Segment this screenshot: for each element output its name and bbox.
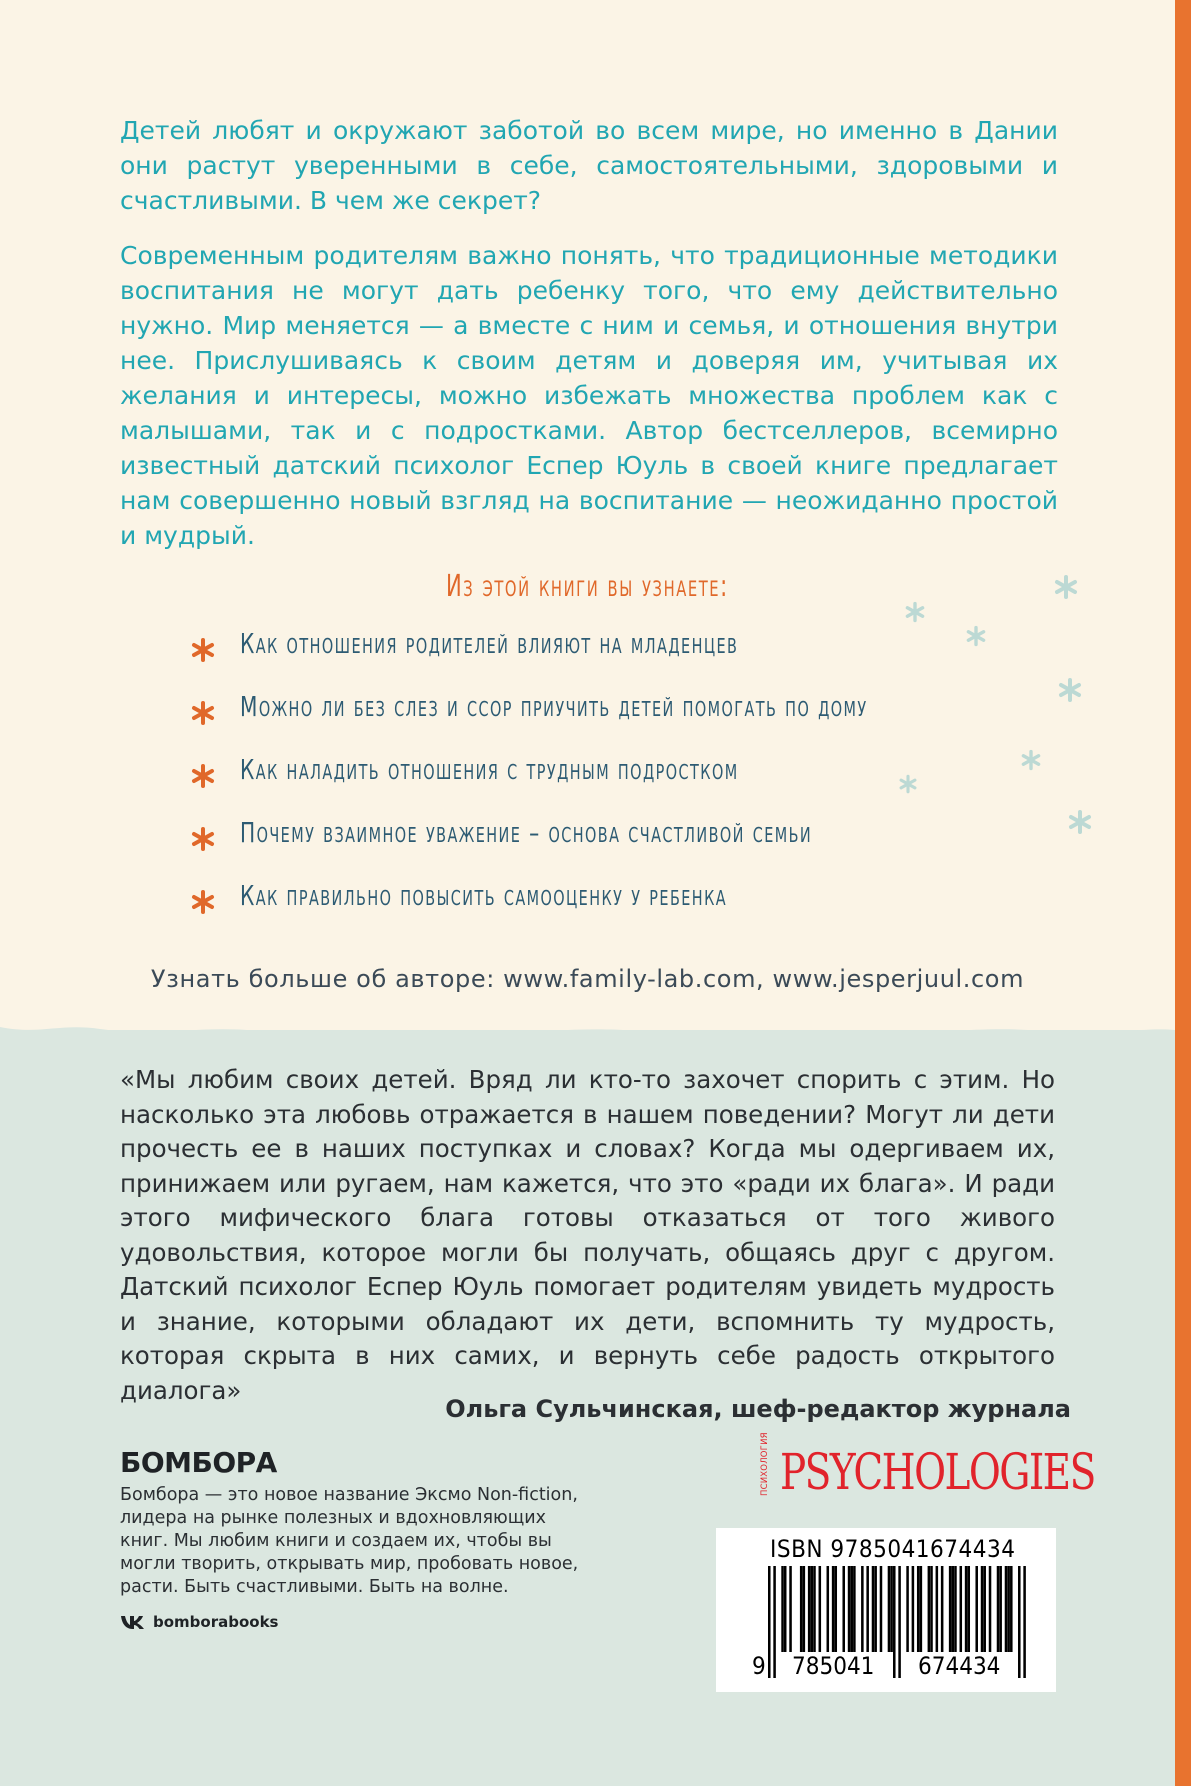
list-item-text: Можно ли без слез и ссор приучить детей помогать по дому	[240, 690, 868, 723]
decorative-star-icon	[1057, 677, 1083, 703]
quote-text: «Мы любим своих детей. Вряд ли кто-то захочет спорить с этим. Но насколько эта любовь отражается в нашем поведении? Могут ли дети прочесть ее в наших поступках и словах? Когда мы одергиваем их, принижаем или ругаем, нам кажется, что это «ради их блага». И ради этого мифического блага готовы отказаться от того живого удовольствия, которое могли бы получать, общаясь друг с другом. Датский психолог Еспер Юуль помогает родителям увидеть мудрость и знание, которыми обладают их дети, вспомнить ту мудрость, которая скрыта в них самих, и вернуть себе радость открытого диалога»	[120, 1065, 1055, 1405]
learn-heading: Из этой книги вы узнаете:	[445, 569, 729, 604]
decorative-star-icon	[1053, 574, 1079, 600]
author-links: Узнать больше об авторе: www.family-lab.com, www.jesperjuul.com	[150, 965, 1025, 993]
vk-icon	[120, 1614, 146, 1630]
intro-paragraph-1: Детей любят и окружают заботой во всем мире, но именно в Дании они растут уверенными в себе, самостоятельными, здоровыми и счастливыми. В чем же секрет?	[120, 116, 1058, 215]
publisher-description: Бомбора — это новое название Эксмо Non-fiction, лидера на рынке полезных и вдохновляющих книг. Мы любим книги и создаем их, чтобы вы могли творить, открывать мир, пробовать новое, расти. Быть счастливыми. Быть на волне.	[120, 1485, 579, 1597]
orange-asterisk-icon	[190, 700, 216, 726]
orange-asterisk-icon	[190, 763, 216, 789]
decorative-star-icon	[1020, 749, 1042, 771]
list-item-text: Почему взаимное уважение – основа счастливой семьи	[240, 816, 813, 849]
decorative-star-icon	[904, 601, 926, 623]
barcode-digits-group1: 785041	[792, 1652, 875, 1680]
psychologies-logo	[760, 1432, 1095, 1501]
social-handle: bomborabooks	[153, 1613, 279, 1631]
intro-paragraph-2: Современным родителям важно понять, что традиционные методики воспитания не могут дать ребенку того, что ему действительно нужно. Мир меняется — а вместе с ним и семья, и отношения внутри нее. Прислушиваясь к своим детям и доверяя им, учитывая их желания и интересы, можно избежать множества проблем как с малышами, так и с подростками. Автор бестселлеров, всемирно известный датский психолог Еспер Юуль в своей книге предлагает нам совершенно новый взгляд на воспитание — неожиданно простой и мудрый.	[120, 241, 1058, 550]
decorative-star-icon	[898, 774, 918, 794]
psychologies-logo-small: ПСИХОЛОГИЯ	[760, 1432, 770, 1496]
wave-divider	[0, 1005, 1175, 1055]
orange-asterisk-icon	[190, 826, 216, 852]
decorative-star-icon	[965, 625, 987, 647]
isbn-label: ISBN 9785041674434	[770, 1535, 1016, 1563]
list-item-text: Как отношения родителей влияют на младенцев	[240, 627, 739, 660]
quote-author: Ольга Сульчинская, шеф-редактор журнала	[445, 1395, 1071, 1423]
psychologies-logo-wordmark: PSYCHOLOGIES	[780, 1443, 1095, 1501]
list-item-text: Как правильно повысить самооценку у ребенка	[240, 879, 728, 912]
decorative-star-icon	[1067, 809, 1093, 835]
barcode-digit-first: 9	[752, 1652, 766, 1680]
book-spine-edge	[1175, 0, 1191, 1786]
publisher-name: БОМБОРА	[120, 1446, 277, 1479]
orange-asterisk-icon	[190, 889, 216, 915]
list-item-text: Как наладить отношения с трудным подростком	[240, 753, 739, 786]
isbn-barcode-box	[716, 1528, 1056, 1692]
orange-asterisk-icon	[190, 637, 216, 663]
barcode-digits-group2: 674434	[918, 1652, 1001, 1680]
